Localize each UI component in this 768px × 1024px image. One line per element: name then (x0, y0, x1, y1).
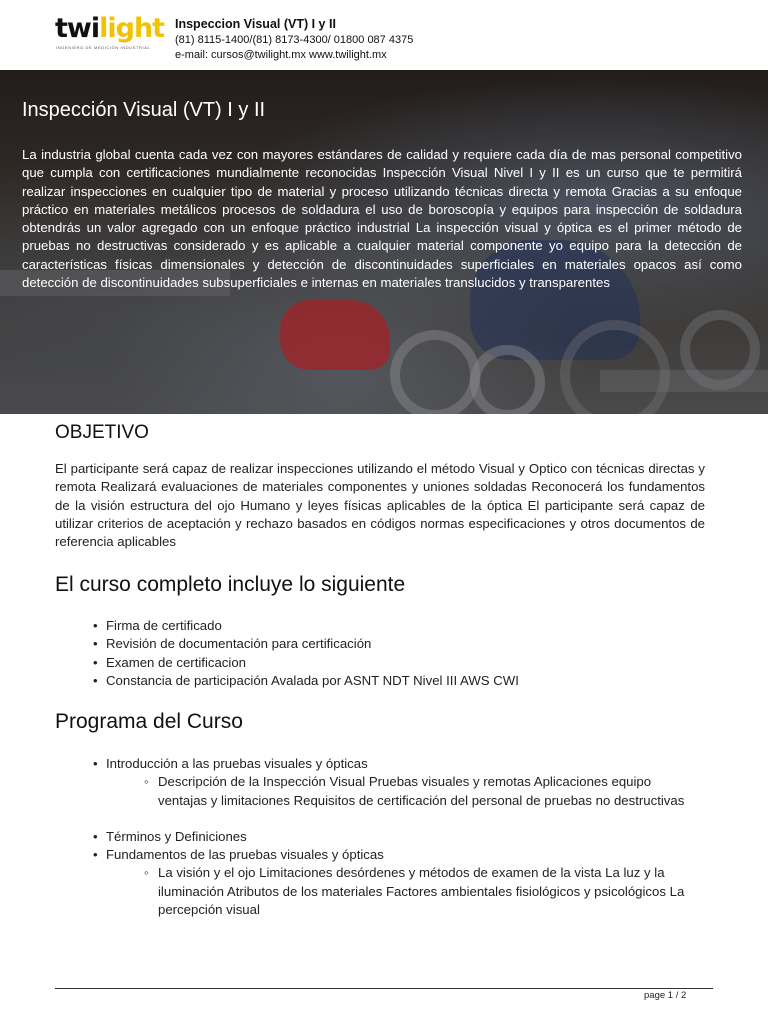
header-phones: (81) 8115-1400/(81) 8173-4300/ 01800 087 4375 (175, 34, 414, 46)
list-item: • Constancia de participación Avalada por ASNT NDT Nivel III AWS CWI (55, 672, 519, 690)
programa-heading: Programa del Curso (55, 710, 243, 733)
programa-item-label: Fundamentos de las pruebas visuales y ópticas (106, 847, 384, 863)
hero-title: Inspección Visual (VT) I y II (22, 99, 266, 121)
header-contact: e-mail: cursos@twilight.mx www.twilight.mx (175, 49, 387, 61)
page-number: page 1 / 2 (644, 990, 687, 1001)
programa-list (55, 755, 698, 919)
programa-item (55, 828, 698, 846)
footer-divider (55, 988, 713, 989)
programa-item-label: Términos y Definiciones (106, 828, 247, 844)
list-item: • Examen de certificacion (55, 654, 519, 672)
header-course-title: Inspeccion Visual (VT) I y II (175, 17, 336, 31)
programa-sublist (106, 864, 698, 919)
list-item: • Firma de certificado (55, 617, 519, 635)
objetivo-text: El participante será capaz de realizar inspecciones utilizando el método Visual y Optico con técnicas directas y remota Realizará evaluaciones de materiales componentes y uniones soldadas Reconocerá los fundamentos de la visión estructura del ojo Humano y leyes físicas aplicables de la óptica El participante será capaz de utilizar criterios de aceptación y rechazo basados en códigos normas especificaciones y otros documentos de referencia aplicables (55, 461, 705, 550)
programa-item-label: Introducción a las pruebas visuales y ópticas (106, 756, 368, 771)
hero-banner (0, 70, 768, 414)
logo-wordmark (55, 12, 164, 46)
hero-description: La industria global cuenta cada vez con mayores estándares de calidad y requiere cada día de mas personal competitivo que cumpla con certificaciones mundialmente reconocidas Inspección Visual Nivel I y II es un curso que te permitirá realizar inspecciones en cualquier tipo de material y proceso utilizando técnicas directa y remota Gracias a su enfoque práctico en materiales metálicos procesos de soldadura el uso de boroscopía y equipos para inspección de soldadura obtendrás un valor agregado con un enfoque práctico industrial La inspección visual y óptica es el primer método de pruebas no destructivas considerado y es aplicable a cualquier material componente yo equipo para la detección de características físicas dimensionales y detección de discontinuidades superficiales en materiales opacos así como detección de discontinuidades subsuperficiales e internas en materiales translucidos y transparentes (22, 147, 742, 291)
twilight-logo (55, 12, 167, 52)
page-header (0, 0, 768, 70)
incluye-heading: El curso completo incluye lo siguiente (55, 573, 406, 596)
programa-subitem: ◦ Descripción de la Inspección Visual Pruebas visuales y remotas Aplicaciones equipo ventajas y limitaciones Requisitos de certificación del personal de pruebas no destructivas (106, 773, 698, 810)
programa-item (55, 846, 698, 919)
logo-light: light (99, 13, 165, 44)
objetivo-section (55, 420, 705, 551)
programa-sublist (106, 773, 698, 810)
logo-twi: twi (55, 13, 100, 44)
header-info (175, 16, 413, 63)
logo-tagline: INGENIERO DE MEDICIÓN INDUSTRIAL (56, 45, 151, 50)
objetivo-heading: OBJETIVO (55, 422, 149, 443)
programa-subitem: ◦ La visión y el ojo Limitaciones desórdenes y métodos de examen de la vista La luz y la iluminación Atributos de los materiales Factores ambientales fisiológicos y psicológicos La percepción visual (106, 864, 698, 919)
incluye-list (55, 617, 519, 690)
programa-item (55, 755, 698, 828)
list-item: • Revisión de documentación para certificación (55, 635, 519, 653)
